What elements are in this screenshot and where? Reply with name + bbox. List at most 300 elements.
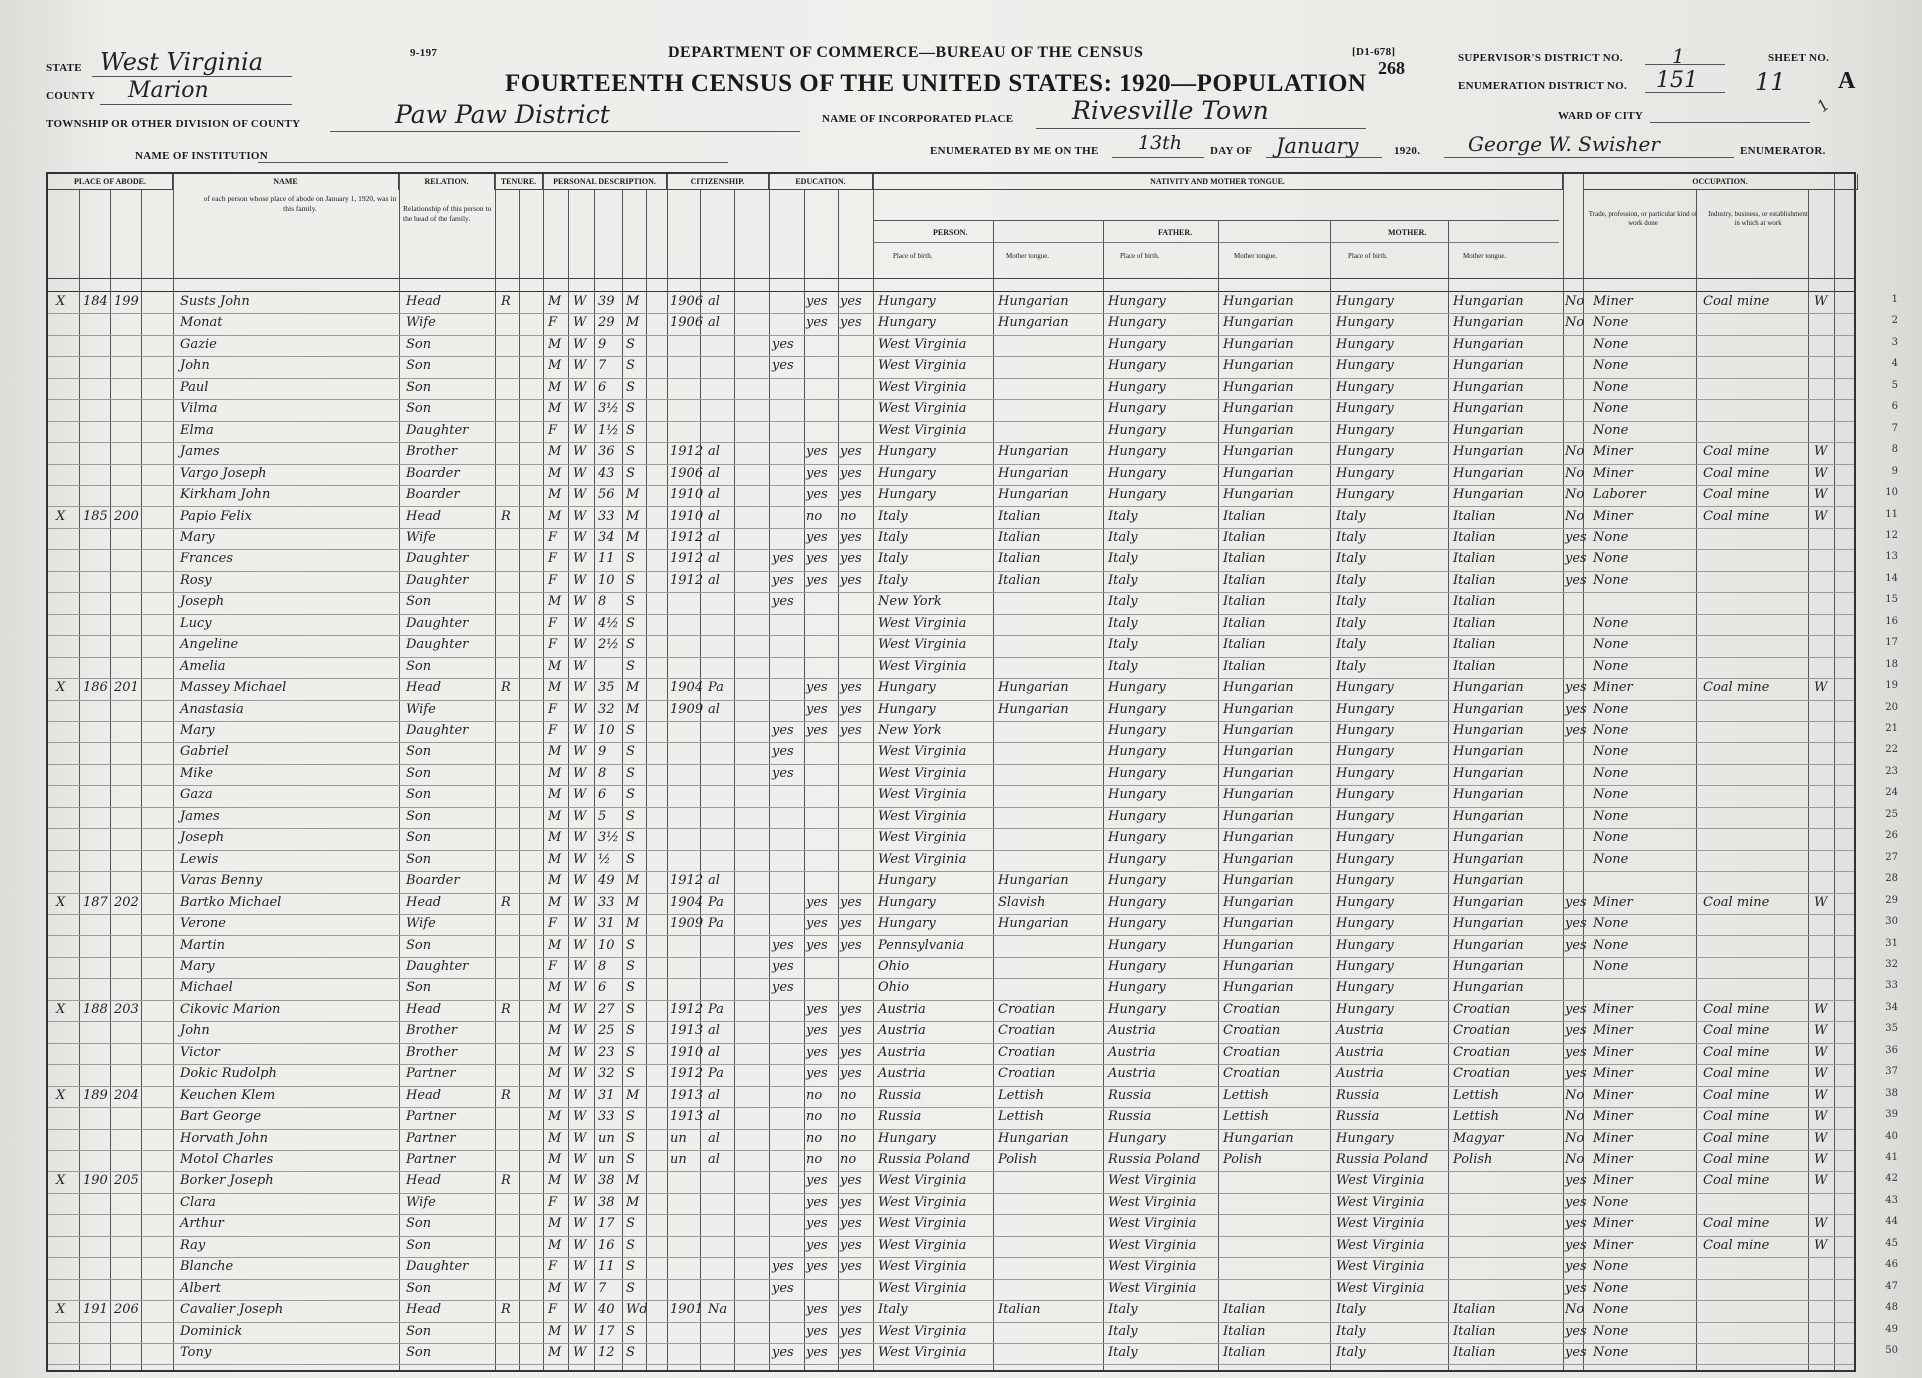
father-subhead: FATHER.	[1158, 228, 1193, 237]
table-row	[48, 1064, 1898, 1085]
cell-ms: S	[626, 401, 635, 417]
cell-race: W	[573, 787, 587, 803]
cell-rel: Son	[406, 658, 432, 674]
line-number: 38	[1885, 1087, 1898, 1099]
cell-rel: Son	[406, 1237, 432, 1253]
cell-mpob: Hungary	[1336, 851, 1394, 867]
cell-race: W	[573, 637, 587, 653]
line-number: 30	[1885, 916, 1898, 928]
line-number: 25	[1885, 808, 1898, 820]
cell-fam: 206	[114, 1302, 139, 1318]
table-row	[48, 807, 1898, 828]
cell-ind: Coal mine	[1703, 680, 1770, 696]
line-number: 48	[1885, 1302, 1898, 1314]
cell-eng: No	[1565, 1152, 1585, 1167]
cell-imm: 1906	[670, 294, 704, 309]
cell-pob: West Virginia	[878, 851, 967, 867]
line-number: 32	[1885, 958, 1898, 970]
cell-rel: Son	[406, 594, 432, 610]
cell-name: Kirkham John	[180, 487, 271, 503]
table-row	[48, 850, 1898, 871]
cell-ms: S	[626, 1237, 635, 1253]
cell-ms: M	[626, 873, 640, 889]
sheet-label: SHEET NO.	[1768, 52, 1830, 64]
person-tongue-head: Mother tongue.	[1006, 252, 1050, 260]
cell-age: 33	[598, 508, 615, 524]
cell-sex: F	[548, 529, 558, 545]
table-body	[48, 292, 1898, 1370]
cell-wr: yes	[840, 916, 862, 932]
cell-cls: W	[1814, 1109, 1828, 1125]
cell-pob: Russia Poland	[878, 1152, 971, 1167]
cell-trade: Miner	[1593, 1044, 1633, 1060]
cell-rd: yes	[806, 894, 828, 910]
cell-mmt: Hungarian	[1453, 744, 1524, 760]
cell-rel: Daughter	[406, 551, 469, 567]
cell-mmt: Hungarian	[1453, 336, 1524, 352]
cell-ind: Coal mine	[1703, 894, 1770, 910]
cell-pob: West Virginia	[878, 1345, 967, 1361]
cell-pob: New York	[878, 594, 942, 610]
cell-fmt: Hungarian	[1223, 379, 1294, 395]
cell-fam: 201	[114, 680, 139, 696]
cell-name: Anastasia	[180, 701, 244, 717]
cell-mt: Hungarian	[998, 701, 1069, 717]
cell-imm: 1906	[670, 465, 704, 481]
cell-nat: al	[708, 1130, 720, 1146]
cell-rel: Wife	[406, 529, 436, 545]
cell-nat: al	[708, 529, 720, 545]
cell-name: Monat	[180, 315, 223, 331]
enumerated-label: ENUMERATED BY ME ON THE	[930, 145, 1099, 157]
table-row	[48, 1043, 1898, 1064]
cell-mmt: Hungarian	[1453, 958, 1524, 974]
cell-cls: W	[1814, 1216, 1828, 1232]
cell-sex: M	[548, 1173, 562, 1189]
cell-race: W	[573, 487, 587, 503]
line-number: 39	[1885, 1109, 1898, 1121]
line-number: 27	[1885, 851, 1898, 863]
cell-fmt: Hungarian	[1223, 315, 1294, 331]
cell-fpob: Italy	[1108, 637, 1138, 653]
cell-rel: Daughter	[406, 723, 469, 738]
cell-eng: No	[1565, 315, 1585, 331]
table-row	[48, 635, 1898, 656]
cell-pob: West Virginia	[878, 765, 967, 781]
cell-age: 3½	[598, 830, 619, 846]
table-row	[48, 421, 1898, 442]
cell-name: Clara	[180, 1194, 216, 1210]
cell-rel: Partner	[406, 1152, 456, 1167]
cell-imm: 1906	[670, 315, 704, 331]
cell-eng: yes	[1565, 723, 1587, 738]
cell-ms: S	[626, 830, 635, 846]
cell-fam: 200	[114, 508, 139, 524]
cell-mt: Hungarian	[998, 487, 1069, 503]
table-row	[48, 1171, 1898, 1192]
cell-age: un	[598, 1130, 615, 1146]
table-row	[48, 657, 1898, 678]
cell-trade: None	[1593, 808, 1629, 824]
cell-mpob: Hungary	[1336, 808, 1394, 824]
cell-fpob: Hungary	[1108, 765, 1166, 781]
group-personal: PERSONAL DESCRIPTION.	[543, 174, 667, 190]
cell-fpob: Italy	[1108, 615, 1138, 631]
cell-rel: Son	[406, 851, 432, 867]
cell-rel: Son	[406, 358, 432, 374]
cell-sch: yes	[772, 958, 794, 974]
table-row	[48, 1257, 1898, 1278]
cell-rel: Son	[406, 1323, 432, 1339]
cell-trade: Miner	[1593, 1237, 1633, 1253]
cell-mpob: Russia	[1336, 1109, 1380, 1125]
cell-fmt: Italian	[1223, 615, 1266, 631]
cell-nat: al	[708, 1152, 720, 1167]
cell-ms: M	[626, 1194, 640, 1210]
cell-mt: Croatian	[998, 1023, 1056, 1039]
cell-ms: S	[626, 444, 635, 460]
cell-rel: Son	[406, 980, 432, 996]
cell-trade: None	[1593, 787, 1629, 803]
cell-fpob: Italy	[1108, 572, 1138, 588]
table-row	[48, 893, 1898, 914]
table-row	[48, 442, 1898, 463]
cell-rel: Daughter	[406, 422, 469, 438]
line-number: 17	[1885, 637, 1898, 649]
cell-pob: West Virginia	[878, 658, 967, 674]
line-number: 7	[1891, 422, 1898, 434]
cell-fpob: Russia	[1108, 1109, 1152, 1125]
cell-pob: Ohio	[878, 958, 910, 974]
cell-mpob: Austria	[1336, 1066, 1384, 1082]
cell-rd: yes	[806, 1194, 828, 1210]
cell-name: Mary	[180, 529, 215, 545]
cell-pob: West Virginia	[878, 379, 967, 395]
cell-fpob: West Virginia	[1108, 1280, 1197, 1296]
cell-trade: Miner	[1593, 508, 1633, 524]
cell-mmt: Hungarian	[1453, 401, 1524, 417]
cell-fmt: Hungarian	[1223, 980, 1294, 996]
table-row	[48, 871, 1898, 892]
cell-age: 3½	[598, 401, 619, 417]
cell-name: Cavalier Joseph	[180, 1302, 284, 1318]
cell-sex: M	[548, 851, 562, 867]
cell-ind: Coal mine	[1703, 444, 1770, 460]
cell-nat: al	[708, 487, 720, 503]
cell-ind: Coal mine	[1703, 465, 1770, 481]
line-number: 35	[1885, 1023, 1898, 1035]
cell-pob: Italy	[878, 572, 908, 588]
table-row	[48, 1021, 1898, 1042]
cell-fmt: Croatian	[1223, 1023, 1281, 1039]
cell-mt: Slavish	[998, 894, 1046, 910]
cell-eng: yes	[1565, 551, 1587, 567]
ward-line	[1650, 122, 1810, 123]
cell-eng: yes	[1565, 937, 1587, 953]
line-number: 44	[1885, 1216, 1898, 1228]
cell-age: 11	[598, 551, 615, 567]
cell-ms: S	[626, 422, 635, 438]
cell-age: 2½	[598, 637, 619, 653]
cell-name: Horvath John	[180, 1130, 268, 1146]
cell-dw: 190	[83, 1173, 108, 1189]
table-row	[48, 335, 1898, 356]
cell-rd: yes	[806, 1066, 828, 1082]
line-number: 11	[1885, 508, 1898, 520]
cell-ms: M	[626, 701, 640, 717]
supervisor-line	[1645, 64, 1725, 65]
cell-rel: Son	[406, 765, 432, 781]
cell-eng: yes	[1565, 1023, 1587, 1039]
cell-mmt: Italian	[1453, 1323, 1496, 1339]
cell-mt: Hungarian	[998, 873, 1069, 889]
cell-age: 56	[598, 487, 615, 503]
cell-race: W	[573, 1152, 587, 1167]
cell-race: W	[573, 1194, 587, 1210]
cell-trade: Miner	[1593, 1087, 1633, 1103]
cell-ms: S	[626, 1023, 635, 1039]
cell-wr: yes	[840, 529, 862, 545]
cell-age: 10	[598, 937, 615, 953]
cell-age: 31	[598, 1087, 615, 1103]
cell-rd: no	[806, 1087, 823, 1103]
cell-ms: S	[626, 723, 635, 738]
cell-name: James	[180, 444, 220, 460]
cell-mmt: Polish	[1453, 1152, 1493, 1167]
cell-sch: yes	[772, 744, 794, 760]
table-row	[48, 1214, 1898, 1235]
cell-name: Victor	[180, 1044, 220, 1060]
cell-pob: Hungary	[878, 487, 936, 503]
cell-dw: 188	[83, 1001, 108, 1017]
cell-sex: M	[548, 808, 562, 824]
cell-name: Paul	[180, 379, 209, 395]
cell-ind: Coal mine	[1703, 1087, 1770, 1103]
cell-cls: W	[1814, 508, 1828, 524]
cell-x: X	[56, 1001, 66, 1017]
table-row	[48, 936, 1898, 957]
cell-rel: Wife	[406, 315, 436, 331]
sheet-value: 11	[1755, 68, 1786, 96]
county-value: Marion	[128, 78, 209, 103]
cell-trade: Miner	[1593, 894, 1633, 910]
census-table	[46, 172, 1898, 1372]
cell-fpob: Hungary	[1108, 873, 1166, 889]
supervisor-value: 1	[1672, 44, 1685, 68]
cell-rel: Head	[406, 1087, 442, 1103]
table-row	[48, 356, 1898, 377]
cell-race: W	[573, 765, 587, 781]
cell-fpob: West Virginia	[1108, 1237, 1197, 1253]
cell-fpob: Hungary	[1108, 422, 1166, 438]
cell-wr: yes	[840, 487, 862, 503]
cell-fpob: Hungary	[1108, 1130, 1166, 1146]
cell-rel: Brother	[406, 1023, 458, 1039]
cell-mmt: Hungarian	[1453, 701, 1524, 717]
cell-ind: Coal mine	[1703, 487, 1770, 503]
cell-mpob: Italy	[1336, 1302, 1366, 1318]
cell-age: 9	[598, 744, 607, 760]
cell-name: Bartko Michael	[180, 894, 282, 910]
cell-name: Motol Charles	[180, 1152, 274, 1167]
table-row	[48, 678, 1898, 699]
cell-wr: yes	[840, 315, 862, 331]
cell-fpob: Hungary	[1108, 444, 1166, 460]
cell-ms: M	[626, 1173, 640, 1189]
cell-rd: yes	[806, 315, 828, 331]
cell-imm: 1904	[670, 680, 704, 696]
cell-sex: M	[548, 401, 562, 417]
cell-wr: no	[840, 1109, 857, 1125]
cell-rd: yes	[806, 444, 828, 460]
cell-name: Rosy	[180, 572, 212, 588]
cell-name: Lewis	[180, 851, 219, 867]
cell-rel: Head	[406, 680, 442, 696]
cell-mmt: Italian	[1453, 529, 1496, 545]
cell-name: Dokic Rudolph	[180, 1066, 277, 1082]
cell-race: W	[573, 894, 587, 910]
cell-eng: No	[1565, 508, 1585, 524]
cell-pob: West Virginia	[878, 744, 967, 760]
cell-name: Massey Michael	[180, 680, 287, 696]
cell-pob: Hungary	[878, 916, 936, 932]
cell-age: 38	[598, 1173, 615, 1189]
cell-fpob: Hungary	[1108, 487, 1166, 503]
cell-sex: M	[548, 358, 562, 374]
cell-sex: F	[548, 572, 558, 588]
cell-sex: F	[548, 551, 558, 567]
cell-rd: yes	[806, 465, 828, 481]
cell-sch: yes	[772, 358, 794, 374]
cell-fmt: Lettish	[1223, 1087, 1269, 1103]
line-number: 9	[1891, 465, 1898, 477]
cell-cls: W	[1814, 680, 1828, 696]
cell-race: W	[573, 1216, 587, 1232]
day-line	[1112, 157, 1204, 158]
cell-pob: Hungary	[878, 315, 936, 331]
cell-x: X	[56, 680, 66, 696]
place-value: Rivesville Town	[1072, 96, 1269, 125]
cell-ms: M	[626, 894, 640, 910]
cell-race: W	[573, 873, 587, 889]
cell-fpob: Hungary	[1108, 723, 1166, 738]
cell-pob: Hungary	[878, 701, 936, 717]
cell-cls: W	[1814, 444, 1828, 460]
cell-rd: yes	[806, 529, 828, 545]
line-number: 33	[1885, 980, 1898, 992]
cell-age: 6	[598, 379, 607, 395]
cell-cls: W	[1814, 1152, 1828, 1167]
cell-trade: Laborer	[1593, 487, 1646, 503]
cell-nat: Na	[708, 1302, 728, 1318]
cell-trade: None	[1593, 315, 1629, 331]
cell-age: 32	[598, 1066, 615, 1082]
cell-rel: Boarder	[406, 487, 460, 503]
cell-pob: Ohio	[878, 980, 910, 996]
cell-mpob: West Virginia	[1336, 1173, 1425, 1189]
cell-x: X	[56, 1087, 66, 1103]
cell-ms: S	[626, 637, 635, 653]
cell-name: Joseph	[180, 594, 225, 610]
cell-race: W	[573, 422, 587, 438]
cell-race: W	[573, 358, 587, 374]
cell-imm: 1912	[670, 873, 704, 889]
cell-pob: West Virginia	[878, 615, 967, 631]
cell-rel: Head	[406, 1302, 442, 1318]
cell-sex: F	[548, 315, 558, 331]
cell-name: Vargo Joseph	[180, 465, 267, 481]
state-label: STATE	[46, 62, 82, 74]
cell-mmt: Italian	[1453, 572, 1496, 588]
month-value: January	[1276, 134, 1359, 158]
cell-name: Vilma	[180, 401, 218, 417]
line-number: 46	[1885, 1259, 1898, 1271]
county-label: COUNTY	[46, 90, 96, 102]
cell-rel: Son	[406, 1345, 432, 1361]
cell-rel: Brother	[406, 1044, 458, 1060]
cell-race: W	[573, 916, 587, 932]
cell-sch: yes	[772, 1280, 794, 1296]
cell-name: Joseph	[180, 830, 225, 846]
person-subhead: PERSON.	[933, 228, 968, 237]
cell-ms: S	[626, 1109, 635, 1125]
cell-rd: yes	[806, 937, 828, 953]
cell-own: R	[501, 1302, 511, 1318]
cell-imm: 1913	[670, 1023, 704, 1039]
cell-mpob: Hungary	[1336, 465, 1394, 481]
cell-fpob: Italy	[1108, 1345, 1138, 1361]
line-number: 42	[1885, 1173, 1898, 1185]
cell-name: Tony	[180, 1345, 212, 1361]
line-number: 36	[1885, 1044, 1898, 1056]
cell-wr: yes	[840, 1066, 862, 1082]
cell-mmt: Hungarian	[1453, 894, 1524, 910]
cell-cls: W	[1814, 1087, 1828, 1103]
cell-mpob: Austria	[1336, 1023, 1384, 1039]
cell-race: W	[573, 336, 587, 352]
cell-rel: Son	[406, 808, 432, 824]
cell-mmt: Hungarian	[1453, 444, 1524, 460]
cell-ms: S	[626, 1130, 635, 1146]
cell-age: 6	[598, 980, 607, 996]
cell-rel: Son	[406, 787, 432, 803]
cell-imm: 1912	[670, 444, 704, 460]
cell-fam: 204	[114, 1087, 139, 1103]
cell-name: Cikovic Marion	[180, 1001, 281, 1017]
cell-fpob: West Virginia	[1108, 1173, 1197, 1189]
cell-ms: M	[626, 529, 640, 545]
cell-x: X	[56, 894, 66, 910]
cell-cls: W	[1814, 1066, 1828, 1082]
cell-sex: M	[548, 294, 562, 309]
cell-fmt: Hungarian	[1223, 744, 1294, 760]
cell-mpob: Hungary	[1336, 294, 1394, 309]
cell-wr: yes	[840, 1044, 862, 1060]
cell-race: W	[573, 508, 587, 524]
cell-ms: S	[626, 1216, 635, 1232]
cell-trade: Miner	[1593, 1023, 1633, 1039]
cell-rel: Partner	[406, 1066, 456, 1082]
cell-mmt: Lettish	[1453, 1109, 1499, 1125]
cell-sex: F	[548, 916, 558, 932]
cell-mt: Croatian	[998, 1001, 1056, 1017]
line-number: 6	[1891, 401, 1898, 413]
cell-name: Angeline	[180, 637, 239, 653]
cell-dw: 186	[83, 680, 108, 696]
cell-rd: yes	[806, 1345, 828, 1361]
cell-trade: None	[1593, 572, 1629, 588]
cell-mpob: Hungary	[1336, 487, 1394, 503]
